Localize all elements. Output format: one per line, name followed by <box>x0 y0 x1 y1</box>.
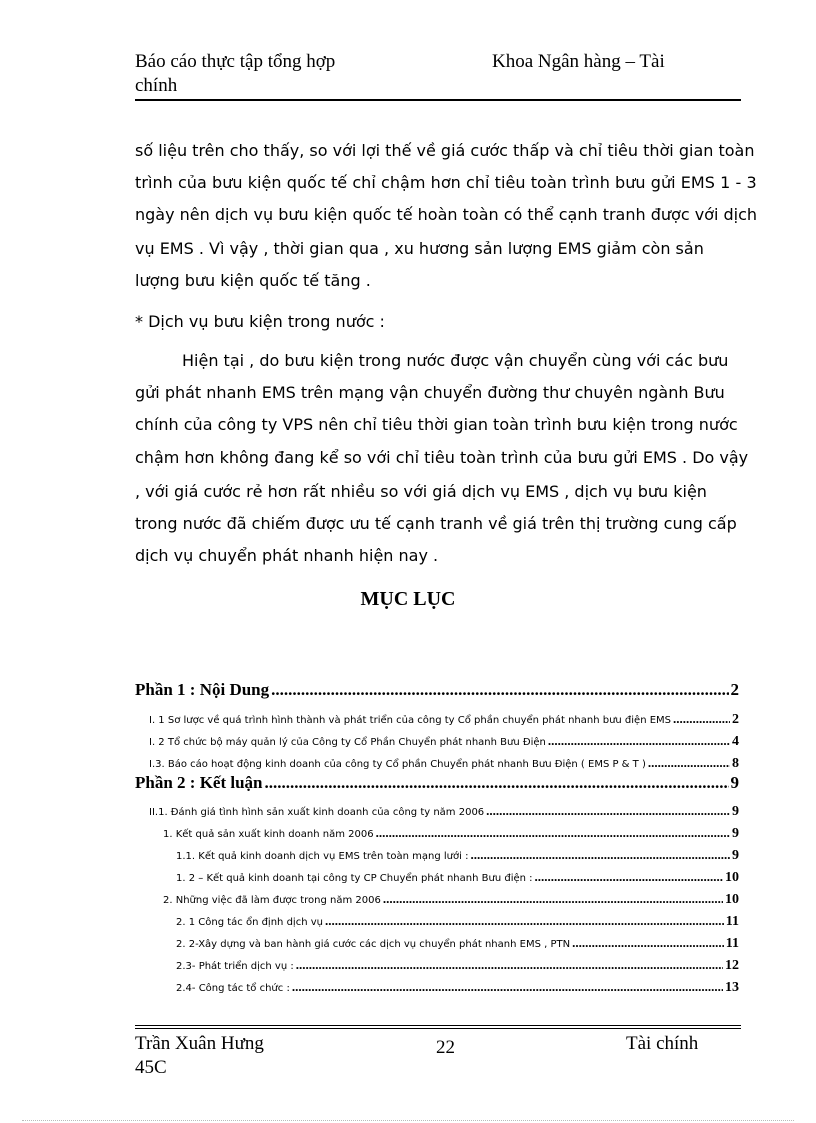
toc-entry[interactable] <box>135 773 739 793</box>
p2-line-7: dịch vụ chuyển phát nhanh hiện nay . <box>135 546 439 565</box>
toc-entry-text: I. 2 Tổ chức bộ máy quản lý của Công ty Cổ Phần Chuyển phát nhanh Bưu Điện <box>149 737 546 748</box>
p1-line-3: ngày nên dịch vụ bưu kiện quốc tế hoàn toàn có thể cạnh tranh được với dịch <box>135 205 758 224</box>
toc-entry[interactable] <box>149 711 739 728</box>
toc-entry-text: 2. Những việc đã làm được trong năm 2006 <box>163 895 381 906</box>
toc-entry[interactable] <box>176 913 739 930</box>
toc-entry-text: 1. 2 – Kết quả kinh doanh tại công ty CP Chuyển phát nhanh Bưu điện : <box>176 873 533 884</box>
p2-line-3: chính của công ty VPS nên chỉ tiêu thời gian toàn trình bưu kiện trong nước <box>135 415 738 434</box>
toc-entry[interactable] <box>135 680 739 700</box>
p1-line-5: lượng bưu kiện quốc tế tăng . <box>135 271 371 290</box>
toc-entry-page: 9 <box>730 773 739 792</box>
section-heading: * Dịch vụ bưu kiện trong nước : <box>135 312 385 331</box>
p1-line-2: trình của bưu kiện quốc tế chỉ chậm hơn chỉ tiêu toàn trình bưu gửi EMS 1 - 3 <box>135 173 757 192</box>
toc-entry[interactable] <box>176 979 739 996</box>
p2-line-4: chậm hơn không đang kể so với chỉ tiêu toàn trình của bưu gửi EMS . Do vậy <box>135 448 749 467</box>
toc-title: MỤC LỤC <box>360 588 456 610</box>
header-right: Khoa Ngân hàng – Tài <box>492 51 665 72</box>
toc-entry-page: 10 <box>725 892 739 907</box>
toc-entry-text: 2.3- Phát triển dịch vụ : <box>176 961 294 972</box>
toc-entry-text: I.3. Báo cáo hoạt động kinh doanh của công ty Cổ phần Chuyển phát nhanh Bưu Điện ( EMS P & T ) <box>149 759 646 770</box>
toc-entry-page: 2 <box>732 712 739 727</box>
footer-rule-bottom <box>135 1028 741 1029</box>
page-bottom-border <box>22 1120 794 1121</box>
toc-entry-page: 2 <box>730 680 739 699</box>
toc-entry-page: 10 <box>725 870 739 885</box>
toc-entry[interactable] <box>149 803 739 820</box>
header-rule <box>135 99 741 101</box>
p1-line-4: vụ EMS . Vì vậy , thời gian qua , xu hương sản lượng EMS giảm còn sản <box>135 239 704 258</box>
toc-entry-text: 2. 1 Công tác ổn định dịch vụ <box>176 917 323 928</box>
header-left-line2: chính <box>135 75 178 96</box>
toc-entry-text: I. 1 Sơ lược về quá trình hình thành và phát triển của công ty Cổ phần chuyển phát nhanh bưu điện EMS <box>149 715 672 726</box>
p2-line-2: gửi phát nhanh EMS trên mạng vận chuyển đường thư chuyên ngành Bưu <box>135 383 725 402</box>
toc-entry-page: 11 <box>725 936 739 951</box>
toc-entry-page: 9 <box>732 848 739 863</box>
header-left-line1: Báo cáo thực tập tổng hợp <box>135 51 336 72</box>
toc-entry-text: II.1. Đánh giá tình hình sản xuất kinh doanh của công ty năm 2006 <box>149 807 485 818</box>
toc-entry[interactable] <box>176 869 739 886</box>
footer-page-number: 22 <box>436 1037 455 1058</box>
toc-entry-text: 1. Kết quả sản xuất kinh doanh năm 2006 <box>163 829 374 840</box>
toc-entry[interactable] <box>176 957 739 974</box>
p2-line-1: Hiện tại , do bưu kiện trong nước được vận chuyển cùng với các bưu <box>182 351 729 370</box>
toc-entry-page: 9 <box>732 826 739 841</box>
toc-entry-text: Phần 2 : Kết luận <box>135 773 263 792</box>
toc-entry-page: 4 <box>732 734 739 749</box>
toc-entry-page: 11 <box>725 914 739 929</box>
toc-entry-page: 8 <box>732 756 739 771</box>
toc-entry-text: 2.4- Công tác tổ chức : <box>176 983 290 994</box>
toc-entry-page: 12 <box>725 958 739 973</box>
p1-line-1: số liệu trên cho thấy, so với lợi thế về giá cước thấp và chỉ tiêu thời gian toàn <box>135 141 755 160</box>
toc-entry-text: 2. 2-Xây dựng và ban hành giá cước các dịch vụ chuyển phát nhanh EMS , PTN <box>176 939 571 950</box>
toc-entry[interactable] <box>176 935 739 952</box>
footer-right: Tài chính <box>626 1033 699 1054</box>
toc-entry[interactable] <box>149 733 739 750</box>
footer-rule-top <box>135 1025 741 1026</box>
toc-entry[interactable] <box>163 891 739 908</box>
toc-entry-text: 1.1. Kết quả kinh doanh dịch vụ EMS trên toàn mạng lưới : <box>176 851 469 862</box>
footer-class: 45C <box>135 1057 167 1078</box>
toc-entry-text: Phần 1 : Nội Dung <box>135 680 270 699</box>
p2-line-5: , với giá cước rẻ hơn rất nhiều so với giá dịch vụ EMS , dịch vụ bưu kiện <box>135 482 707 501</box>
toc-entry[interactable] <box>149 755 739 772</box>
toc-entry-page: 13 <box>725 980 739 995</box>
toc-entry-page: 9 <box>732 804 739 819</box>
toc-entry[interactable] <box>163 825 739 842</box>
footer-author: Trần Xuân Hưng <box>135 1033 264 1054</box>
toc-entry[interactable] <box>176 847 739 864</box>
p2-line-6: trong nước đã chiếm được ưu tế cạnh tranh về giá trên thị trường cung cấp <box>135 514 737 533</box>
